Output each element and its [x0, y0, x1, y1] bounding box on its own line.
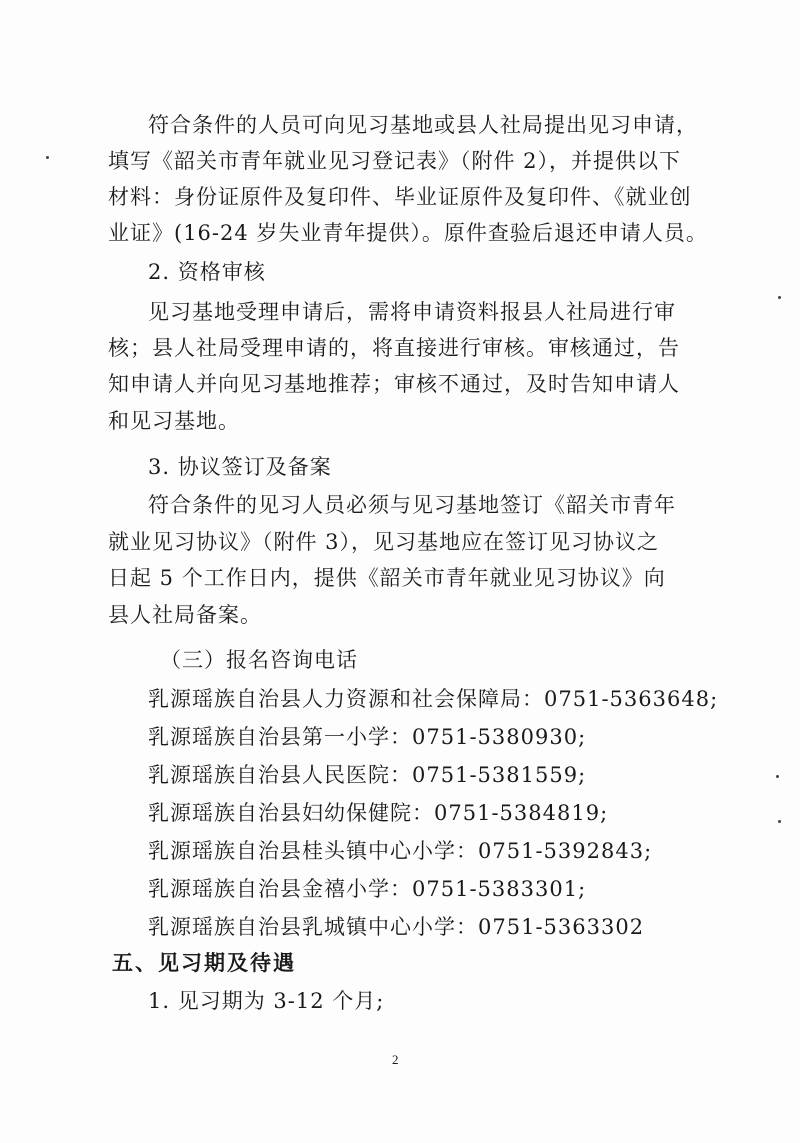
paragraph-line: 填写《韶关市青年就业见习登记表》（附件 2），并提供以下 — [108, 149, 682, 173]
paragraph-line: 见习基地受理申请后，需将申请资料报县人社局进行审 — [148, 300, 676, 324]
contact-line: 乳源瑶族自治县人民医院：0751-5381559; — [148, 763, 587, 787]
paragraph-line: 和见习基地。 — [108, 409, 240, 433]
scan-speck — [778, 296, 781, 299]
paragraph-line: 县人社局备案。 — [108, 603, 262, 627]
contact-line: 乳源瑶族自治县金禧小学：0751-5383301; — [148, 877, 587, 901]
paragraph-line: 1. 见习期为 3-12 个月; — [148, 989, 385, 1013]
contact-line: 乳源瑶族自治县乳城镇中心小学：0751-5363302 — [148, 915, 645, 939]
paragraph-line: 核；县人社局受理申请的，将直接进行审核。审核通过，告 — [108, 336, 680, 360]
section-heading: （三）报名咨询电话 — [160, 648, 358, 672]
section-heading: 2. 资格审核 — [148, 260, 266, 284]
page-number: 2 — [392, 1052, 399, 1067]
paragraph-line: 材料：身份证原件及复印件、毕业证原件及复印件、《就业创 — [108, 185, 692, 209]
contact-line: 乳源瑶族自治县人力资源和社会保障局：0751-5363648; — [148, 687, 719, 711]
section-title: 五、见习期及待遇 — [112, 951, 296, 975]
paragraph-line: 符合条件的人员可向见习基地或县人社局提出见习申请， — [148, 113, 698, 137]
paragraph-line: 业证》(16-24 岁失业青年提供）。原件查验后退还申请人员。 — [108, 221, 708, 245]
contact-line: 乳源瑶族自治县第一小学：0751-5380930; — [148, 725, 587, 749]
contact-line: 乳源瑶族自治县桂头镇中心小学：0751-5392843; — [148, 839, 653, 863]
scan-speck — [778, 820, 781, 823]
paragraph-line: 日起 5 个工作日内，提供《韶关市青年就业见习协议》向 — [108, 566, 666, 590]
paragraph-line: 知申请人并向见习基地推荐；审核不通过，及时告知申请人 — [108, 372, 680, 396]
section-heading: 3. 协议签订及备案 — [148, 455, 332, 479]
scan-speck — [46, 156, 49, 159]
scan-speck — [776, 775, 779, 778]
contact-line: 乳源瑶族自治县妇幼保健院：0751-5384819; — [148, 801, 609, 825]
paragraph-line: 就业见习协议》（附件 3），见习基地应在签订见习协议之 — [108, 530, 660, 554]
paragraph-line: 符合条件的见习人员必须与见习基地签订《韶关市青年 — [148, 493, 676, 517]
